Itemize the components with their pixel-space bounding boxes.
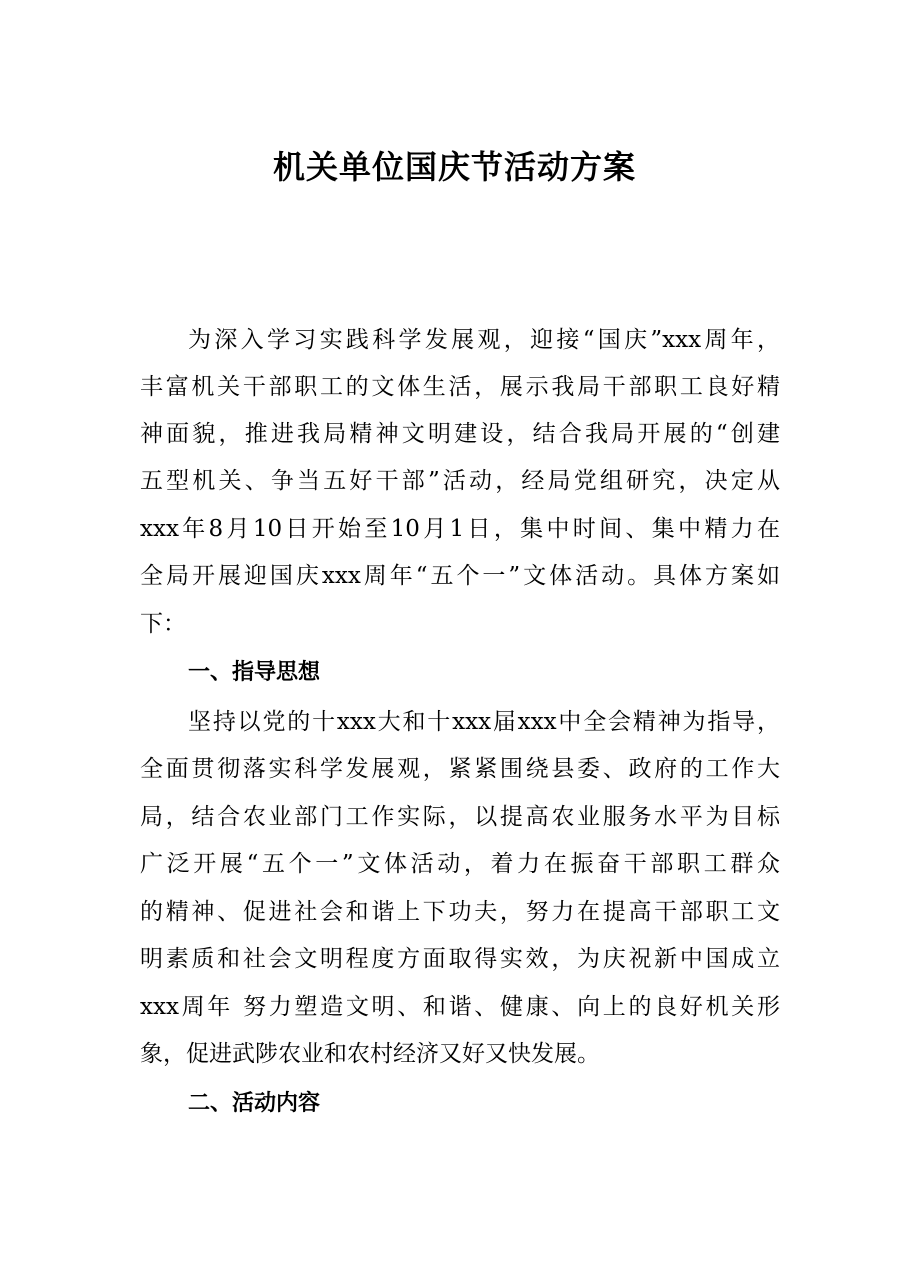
intro-line-6: 全局开展迎国庆xxx周年“五个一”文体活动。具体方案如 [140, 563, 780, 589]
intro-line-7: 下： [140, 611, 186, 637]
intro-line-5: xxx年8月10日开始至10月1日，集中时间、集中精力在 [140, 516, 780, 542]
intro-line-4: 五型机关、争当五好干部”活动，经局党组研究，决定从 [140, 468, 780, 494]
section1-line-8: 象，促进武陟农业和农村经济又好又快发展。 [140, 1041, 600, 1067]
section1-line-4: 广泛开展“五个一”文体活动，着力在振奋干部职工群众 [140, 851, 780, 877]
document-title: 机关单位国庆节活动方案 [272, 148, 636, 186]
section-heading-guiding-ideology: 一、指导思想 [188, 660, 321, 685]
section1-line-1: 坚持以党的十xxx大和十xxx届xxx中全会精神为指导， [188, 709, 780, 735]
section1-line-5: 的精神、促进社会和谐上下功夫，努力在提高干部职工文 [140, 899, 780, 925]
section1-line-3: 局，结合农业部门工作实际，以提高农业服务水平为目标 [140, 804, 780, 830]
section1-line-6: 明素质和社会文明程度方面取得实效，为庆祝新中国成立 [140, 946, 780, 972]
intro-line-2: 丰富机关干部职工的文体生活，展示我局干部职工良好精 [140, 374, 780, 400]
section1-line-2: 全面贯彻落实科学发展观，紧紧围绕县委、政府的工作大 [140, 756, 780, 782]
intro-line-1: 为深入学习实践科学发展观，迎接“国庆”xxx周年， [188, 327, 780, 353]
intro-line-3: 神面貌，推进我局精神文明建设，结合我局开展的“创建 [140, 421, 780, 447]
section1-line-7: xxx周年 努力塑造文明、和谐、健康、向上的良好机关形 [140, 994, 780, 1020]
section-heading-activity-content: 二、活动内容 [188, 1091, 321, 1116]
